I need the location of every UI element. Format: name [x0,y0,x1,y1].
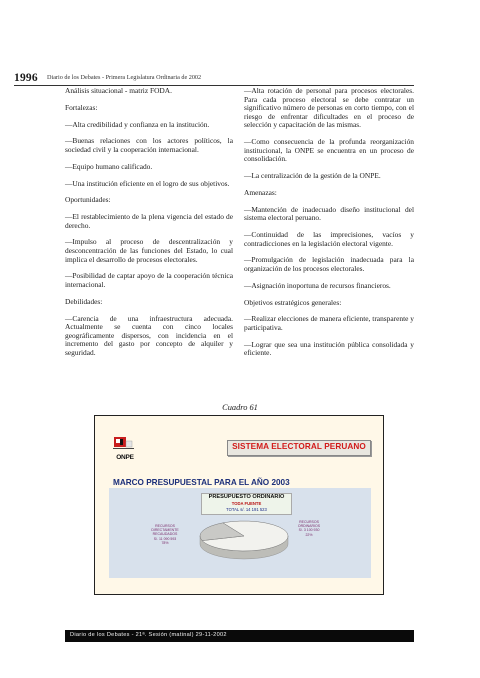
left-paragraph: —Una institución eficiente en el logro de sus objetivos. [65,178,230,188]
budget-box-subtitle: TODA FUENTE [231,501,262,506]
onpe-logo-text: ONPE [116,454,134,461]
right-heading: Objetivos estratégicos generales: [244,297,342,307]
left-paragraph: —Posibilidad de captar apoyo de la cooperación técnica internacional. [65,271,233,289]
right-paragraph: —Lograr que sea una institución pública consolidada y eficiente. [244,339,414,358]
left-paragraph: —Equipo humano calificado. [65,161,153,171]
slice-label-line: 78% [161,540,169,545]
page-footer [65,630,414,642]
page-number: 1996 [14,72,38,84]
left-paragraph: —El restablecimiento de la plena vigencia del estado de derecho. [65,212,233,230]
slice-label-line: DIRECTAMENTE [151,528,179,533]
left-heading: Debilidades: [65,296,103,306]
slice-label-line: RECAUDADOS [152,532,178,537]
left-column [65,87,233,366]
title-banner [227,440,371,456]
right-paragraph: —Realizar elecciones de manera eficiente, transparente y participativa. [244,314,414,332]
slice-label-line: RECURSOS [299,520,319,524]
figure-caption: Cuadro 61 [222,403,258,412]
slice-label-recaudados [143,524,187,545]
slice-label-ordinarios [291,520,327,537]
slice-label-line: RECURSOS [155,524,175,528]
slide-subtitle: MARCO PRESUPUESTAL PARA EL AÑO 2003 [113,478,290,487]
right-paragraph: —Como consecuencia de la profunda reorganización institucional, la ONPE se encuentra en un proceso de consolidación. [244,137,414,164]
left-paragraph: —Carencia de una infraestructura adecuada. Actualmente se cuenta con cinco locales geográficamente dispersos, con incidencia en el incremento del gasto por concepto de alquiler y seguridad. [65,313,233,357]
right-paragraph: —Promulgación de legislación inadecuada para la organización de los procesos electorales. [244,255,414,274]
left-heading: Fortalezas: [65,102,98,112]
right-paragraph: —La centralización de la gestión de la ONPE. [244,171,381,181]
budget-box-total: TOTAL s/. 14 191 523 [226,506,267,512]
right-paragraph: —Continuidad de las imprecisiones, vacíos y contradicciones en la legislación electoral vigente. [244,230,414,248]
banner-text: SISTEMA ELECTORAL PERUANO [232,442,366,451]
slice-label-line: S/. 3 100 930 [298,528,320,533]
slice-label-line: S/. 11 090 593 [153,536,177,541]
budget-box [201,493,292,515]
slice-label-line: 22% [305,532,313,537]
left-heading: Análisis situacional - matriz FODA. [65,86,172,95]
left-paragraph: —Impulso al proceso de descentralización y desconcentración de las funciones del Estado, lo cual implica el desarrollo de procesos electorales. [65,237,233,264]
budget-slide [94,415,384,595]
left-paragraph: —Buenas relaciones con los actores políticos, la sociedad civil y la cooperación internacional. [65,136,233,154]
right-column [244,87,414,366]
right-paragraph: —Asignación inoportuna de recursos financieros. [244,280,391,290]
page-header [14,72,414,86]
budget-box-title: PRESUPUESTO ORDINARIO [208,494,285,500]
slice-label-line: ORDINARIOS [297,524,321,529]
right-paragraph: —Alta rotación de personal para procesos electorales. Para cada proceso electoral se debe contratar un significativo número de personas en corto tiempo, con el riesgo de enfrentar dificultades en el proceso de selección y capacitación de las mismas. [244,86,414,130]
left-heading: Oportunidades: [65,195,111,205]
footer-text: Diario de los Debates - 21ª. Sesión (matinal) 29-11-2002 [70,632,227,638]
left-paragraph: —Alta credibilidad y confianza en la institución. [65,119,210,129]
pie-chart [195,518,293,562]
right-heading: Amenazas: [244,187,277,197]
running-title: Diario de los Debates - Primera Legislatura Ordinaria de 2002 [47,74,202,81]
right-paragraph: —Mantención de inadecuado diseño institucional del sistema electoral peruano. [244,204,414,223]
